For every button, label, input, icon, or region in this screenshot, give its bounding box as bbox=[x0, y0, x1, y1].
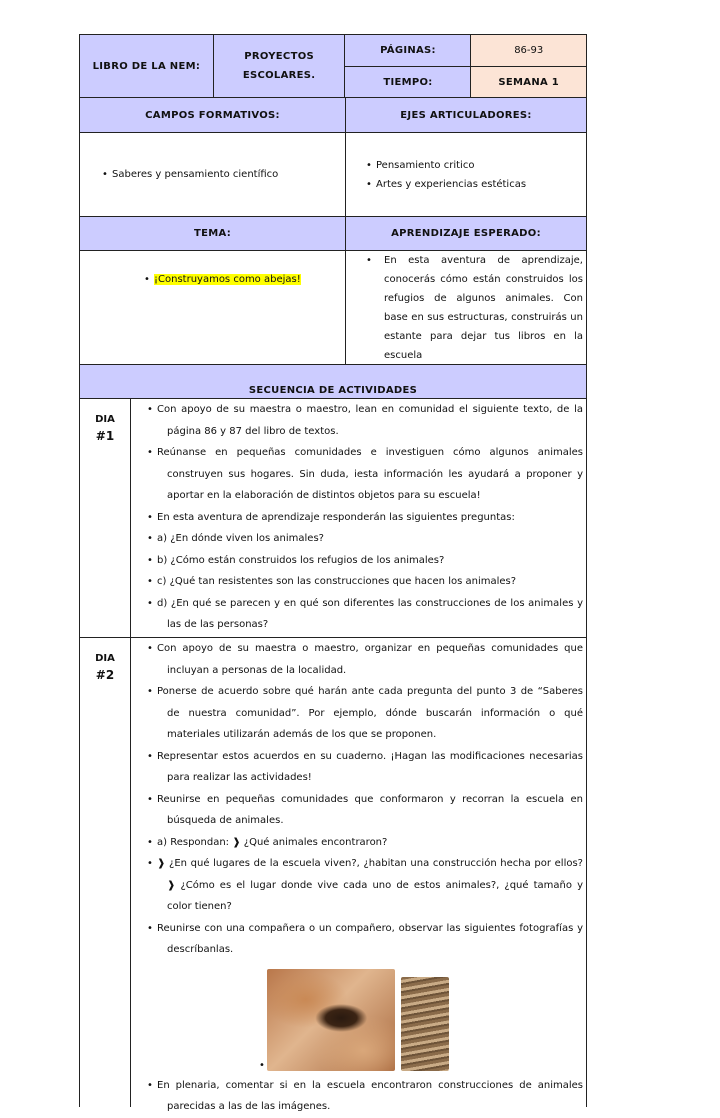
campos-ejes-content-row bbox=[80, 132, 586, 216]
campos-list bbox=[102, 165, 278, 184]
ejes-header-cell bbox=[346, 98, 586, 132]
paginas-row bbox=[345, 35, 586, 66]
header-row bbox=[80, 34, 586, 97]
paginas-label: PÁGINAS: bbox=[380, 45, 436, 56]
dia2-num: #2 bbox=[95, 668, 115, 682]
tema-label: TEMA: bbox=[193, 228, 232, 239]
tema-aprendizaje-header-row bbox=[80, 216, 586, 250]
proyectos-cell bbox=[214, 35, 346, 97]
activity-item: • Reunirse con una compañera o un compañero, observar las siguientes fotografías y descríbanlas. bbox=[149, 918, 583, 961]
activity-item: • b) ¿Cómo están construidos los refugios de los animales? bbox=[149, 550, 583, 572]
aprendizaje-header-cell bbox=[346, 217, 586, 250]
ejes-item: • Artes y experiencias estéticas bbox=[366, 175, 526, 194]
dia1-num: #1 bbox=[95, 429, 115, 443]
paginas-value-cell bbox=[471, 35, 586, 66]
activity-item: • Con apoyo de su maestra o maestro, organizar en pequeñas comunidades que incluyan a personas de la localidad. bbox=[149, 638, 583, 681]
aprendizaje-list bbox=[366, 251, 583, 365]
activity-item: • a) ¿En dónde viven los animales? bbox=[149, 528, 583, 550]
insect-nest-photo bbox=[401, 977, 449, 1071]
campos-content-cell bbox=[80, 133, 346, 216]
aprendizaje-content-cell bbox=[346, 251, 586, 364]
activity-item: • Reunirse en pequeñas comunidades que conformaron y recorran la escuela en búsqueda de animales. bbox=[149, 789, 583, 832]
activity-item: • Reúnanse en pequeñas comunidades e investiguen cómo algunos animales construyen sus hogares. Sin duda, iesta información les ayudará a proponer y aportar en la elaboración de distintos objetos para su escuela! bbox=[149, 442, 583, 507]
tiempo-label: TIEMPO: bbox=[383, 76, 433, 88]
ejes-list bbox=[366, 156, 526, 194]
dia2-activity-list bbox=[149, 638, 583, 961]
activity-item: • Representar estos acuerdos en su cuaderno. ¡Hagan las modificaciones necesarias para realizar las actividades! bbox=[149, 746, 583, 789]
photo-bullet: • bbox=[259, 1059, 265, 1071]
dia1-row bbox=[80, 398, 586, 637]
campos-item: • Saberes y pensamiento científico bbox=[102, 165, 278, 184]
ejes-content-cell bbox=[346, 133, 586, 216]
campos-ejes-header-row bbox=[80, 97, 586, 132]
tiempo-row bbox=[345, 66, 586, 97]
dia1-label: DIA bbox=[95, 414, 115, 425]
activity-item: • d) ¿En qué se parecen y en qué son diferentes las construcciones de los animales y las de las personas? bbox=[149, 593, 583, 636]
photos-block bbox=[149, 967, 583, 1071]
campos-label: CAMPOS FORMATIVOS: bbox=[145, 109, 280, 121]
activity-item: • a) Respondan: ❱ ¿Qué animales encontraron? bbox=[149, 832, 583, 854]
planning-table bbox=[79, 34, 587, 1112]
tiempo-value-cell bbox=[471, 67, 586, 97]
paginas-label-cell bbox=[345, 35, 471, 66]
tema-content-cell bbox=[80, 251, 346, 364]
ejes-label: EJES ARTICULADORES: bbox=[400, 109, 532, 121]
tema-list bbox=[144, 270, 301, 289]
tiempo-label-cell bbox=[345, 67, 471, 97]
secuencia-header-row bbox=[80, 364, 586, 398]
libro-label: LIBRO DE LA NEM: bbox=[92, 60, 201, 72]
dia2-label-cell bbox=[80, 638, 131, 1107]
activity-item: • En esta aventura de aprendizaje responderán las siguientes preguntas: bbox=[149, 507, 583, 529]
activity-item: • En plenaria, comentar si en la escuela encontraron construcciones de animales parecidas a las de las imágenes. bbox=[149, 1075, 583, 1118]
dia1-label-cell bbox=[80, 399, 131, 637]
dia1-activity-list bbox=[149, 399, 583, 636]
secuencia-header-cell bbox=[80, 365, 586, 398]
proyectos-line1: PROYECTOS bbox=[244, 51, 314, 62]
libro-label-cell bbox=[80, 35, 214, 97]
dia2-activities-cell bbox=[131, 638, 586, 1112]
campos-header-cell bbox=[80, 98, 346, 132]
animal-burrow-photo bbox=[267, 969, 395, 1071]
activity-item: • Con apoyo de su maestra o maestro, lean en comunidad el siguiente texto, de la página 86 y 87 del libro de textos. bbox=[149, 399, 583, 442]
tema-header-cell bbox=[80, 217, 346, 250]
activity-item: • Ponerse de acuerdo sobre qué harán ante cada pregunta del punto 3 de “Saberes de nuestra comunidad”. Por ejemplo, dónde buscarán información o qué materiales utilizarán además de los que se proponen. bbox=[149, 681, 583, 746]
activity-item: • ❱ ¿En qué lugares de la escuela viven?, ¿habitan una construcción hecha por ellos? ❱ ¿Cómo es el lugar donde vive cada uno de estos animales?, ¿qué tamaño y color tienen? bbox=[149, 853, 583, 918]
aprendizaje-value: En esta aventura de aprendizaje, conocerás cómo están construidos los refugios de algunos animales. Con base en sus estructuras, construirás un estante para dejar tus libros en la escuela bbox=[384, 255, 583, 361]
paginas-value: 86-93 bbox=[514, 45, 544, 56]
dia2-label: DIA bbox=[95, 653, 115, 664]
tema-item bbox=[144, 270, 301, 289]
ejes-item: • Pensamiento critico bbox=[366, 156, 526, 175]
dia1-activities-cell bbox=[131, 399, 586, 637]
activity-item: • c) ¿Qué tan resistentes son las construcciones que hacen los animales? bbox=[149, 571, 583, 593]
tema-aprendizaje-content-row bbox=[80, 250, 586, 364]
dia2-activity-list-after bbox=[149, 1075, 583, 1118]
tema-value: ¡Construyamos como abejas! bbox=[154, 274, 301, 285]
secuencia-label: SECUENCIA DE ACTIVIDADES bbox=[248, 385, 418, 396]
aprendizaje-label: APRENDIZAJE ESPERADO: bbox=[391, 228, 541, 239]
paginas-tiempo-block bbox=[345, 35, 586, 97]
tiempo-value: SEMANA 1 bbox=[498, 76, 560, 88]
dia2-row bbox=[80, 637, 586, 1112]
aprendizaje-item bbox=[366, 251, 583, 365]
proyectos-line2: ESCOLARES. bbox=[242, 70, 316, 81]
